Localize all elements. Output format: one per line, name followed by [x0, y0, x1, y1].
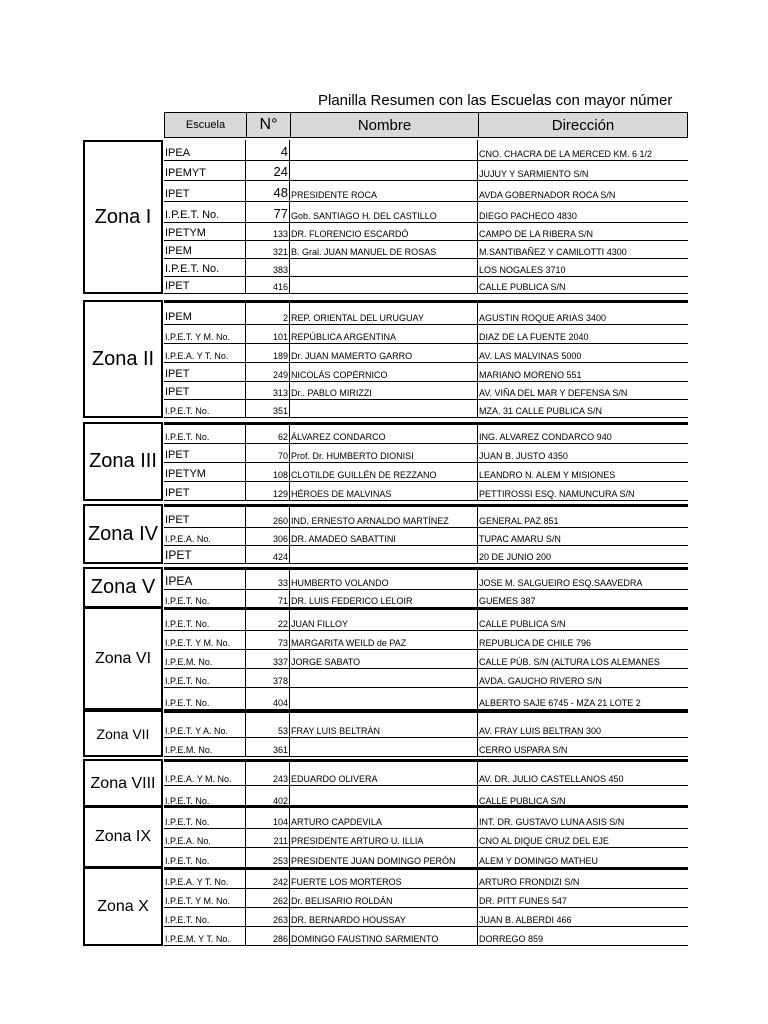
school-number-cell: 189 — [246, 344, 290, 362]
zone-rows — [164, 504, 688, 564]
school-type-cell: IPET — [164, 277, 246, 293]
table-row — [164, 650, 688, 669]
school-address-cell: AV. VIÑA DEL MAR Y DEFENSA S/N — [479, 388, 628, 398]
school-number-cell: 101 — [246, 325, 290, 343]
table-row — [164, 713, 688, 738]
school-number-cell: 404 — [246, 688, 290, 709]
school-name-cell — [290, 546, 478, 563]
zone-block — [83, 607, 688, 710]
school-number-cell: 70 — [246, 444, 290, 462]
table-row — [164, 669, 688, 688]
school-address-cell: ING. ALVAREZ CONDARCO 940 — [479, 432, 612, 442]
school-name-cell: Gob. SANTIAGO H. DEL CASTILLO — [290, 202, 478, 222]
school-number-cell: 71 — [246, 590, 290, 607]
school-type-cell: I.P.E.A. No. — [164, 829, 246, 847]
table-row — [164, 161, 688, 181]
school-name-cell: HÉROES DE MALVINAS — [290, 482, 478, 500]
zone-label: Zona V — [83, 567, 163, 608]
school-type-cell: IPET — [164, 363, 246, 381]
school-address-cell: AGUSTIN ROQUE ARIAS 3400 — [479, 313, 607, 323]
zone-rows — [164, 759, 688, 808]
school-address-cell: DR. PITT FUNES 547 — [479, 896, 567, 906]
school-type-cell: IPET — [164, 382, 246, 399]
school-name-cell — [290, 400, 478, 417]
table-row — [164, 277, 688, 294]
school-address-cell: CALLE PUBLICA S/N — [479, 796, 566, 806]
school-name-cell — [290, 277, 478, 293]
school-name-cell: Prof. Dr. HUMBERTO DIONISI — [290, 444, 478, 462]
school-type-cell: IPEM — [164, 303, 246, 324]
school-name-cell: MARGARITA WEILD de PAZ — [290, 631, 478, 649]
school-number-cell: 321 — [246, 241, 290, 258]
zone-label: Zona VII — [83, 710, 163, 757]
zone-block — [83, 710, 688, 757]
table-row — [164, 382, 688, 400]
school-type-cell: I.P.E.T. Y A. No. — [164, 713, 246, 737]
zone-label: Zona IV — [83, 504, 163, 564]
school-address-cell: CAMPO DE LA RIBERA S/N — [479, 229, 594, 239]
header-escuela: Escuela — [164, 112, 247, 138]
school-name-cell: EDUARDO OLIVERA — [290, 762, 478, 785]
school-name-cell: DR. BERNARDO HOUSSAY — [290, 908, 478, 926]
school-address-cell: M.SANTIBAÑEZ Y CAMILOTTI 4300 — [479, 247, 627, 257]
school-type-cell: I.P.E.T. No. — [164, 202, 246, 222]
table-row — [164, 738, 688, 757]
school-type-cell: IPEA — [164, 570, 246, 589]
school-type-cell: I.P.E.T. No. — [164, 425, 246, 443]
zone-label: Zona I — [83, 140, 163, 294]
school-type-cell: I.P.E.T. No. — [164, 259, 246, 276]
school-number-cell: 24 — [246, 161, 290, 180]
zone-rows — [164, 567, 688, 608]
zone-block — [83, 504, 688, 564]
zone-rows — [164, 140, 688, 294]
school-number-cell: 416 — [246, 277, 290, 293]
zone-label: Zona IX — [83, 805, 163, 868]
school-address-cell: ARTURO FRONDIZI S/N — [479, 877, 580, 887]
school-number-cell: 108 — [246, 463, 290, 481]
school-number-cell: 378 — [246, 669, 290, 687]
table-row — [164, 444, 688, 463]
table-row — [164, 688, 688, 710]
table-row — [164, 425, 688, 444]
school-name-cell: HUMBERTO VOLANDO — [290, 570, 478, 589]
table-row — [164, 241, 688, 259]
zone-label: Zona VIII — [83, 759, 163, 808]
school-type-cell: IPET — [164, 546, 246, 563]
school-address-cell: INT. DR. GUSTAVO LUNA ASIS S/N — [479, 817, 625, 827]
school-name-cell: REPÚBLICA ARGENTINA — [290, 325, 478, 343]
school-number-cell: 263 — [246, 908, 290, 926]
school-name-cell: JUAN FILLOY — [290, 610, 478, 630]
school-address-cell: AVDA GOBERNADOR ROCA S/N — [479, 190, 616, 200]
school-name-cell: Dr.. PABLO MIRIZZI — [290, 382, 478, 399]
school-number-cell: 73 — [246, 631, 290, 649]
school-type-cell: I.P.E.T. Y M. No. — [164, 631, 246, 649]
zone-label: Zona III — [83, 422, 163, 501]
school-type-cell: I.P.E.T. No. — [164, 400, 246, 417]
school-type-cell: I.P.E.T. No. — [164, 610, 246, 630]
school-number-cell: 361 — [246, 738, 290, 756]
zone-rows — [164, 867, 688, 946]
school-number-cell: 77 — [246, 202, 290, 222]
school-address-cell: AV. FRAY LUIS BELTRAN 300 — [479, 726, 602, 736]
school-type-cell: I.P.E.T. No. — [164, 688, 246, 709]
school-address-cell: CALLE PUBLICA S/N — [479, 282, 566, 292]
table-row — [164, 303, 688, 325]
school-address-cell: GENERAL PAZ 851 — [479, 516, 559, 526]
zone-rows — [164, 710, 688, 757]
school-type-cell: I.P.E.T. Y M. No. — [164, 889, 246, 907]
zone-block — [83, 422, 688, 501]
school-type-cell: IPEM — [164, 241, 246, 258]
table-row — [164, 570, 688, 590]
school-type-cell: I.P.E.A. Y T. No. — [164, 870, 246, 888]
school-type-cell: IPET — [164, 482, 246, 500]
school-name-cell — [290, 161, 478, 180]
zone-label: Zona X — [83, 867, 163, 946]
school-address-cell: GUEMES 387 — [479, 596, 536, 606]
school-name-cell: FRAY LUIS BELTRÁN — [290, 713, 478, 737]
table-row — [164, 202, 688, 223]
school-name-cell — [290, 786, 478, 807]
school-name-cell — [290, 669, 478, 687]
school-name-cell: Dr. JUAN MAMERTO GARRO — [290, 344, 478, 362]
school-type-cell: IPETYM — [164, 223, 246, 240]
zone-block — [83, 567, 688, 608]
zone-block — [83, 140, 688, 294]
school-address-cell: 20 DE JUNIO 200 — [479, 552, 552, 562]
table-row — [164, 344, 688, 363]
table-row — [164, 325, 688, 344]
school-number-cell: 62 — [246, 425, 290, 443]
school-number-cell: 249 — [246, 363, 290, 381]
school-type-cell: I.P.E.A. Y T. No. — [164, 344, 246, 362]
school-number-cell: 133 — [246, 223, 290, 240]
school-number-cell: 104 — [246, 808, 290, 828]
school-address-cell: JUJUY Y SARMIENTO S/N — [479, 169, 589, 179]
school-address-cell: ALBERTO SAJE 6745 - MZA 21 LOTE 2 — [479, 698, 641, 708]
school-type-cell: IPEA — [164, 140, 246, 160]
school-address-cell: MARIANO MORENO 551 — [479, 370, 582, 380]
school-name-cell: B. Gral. JUAN MANUEL DE ROSAS — [290, 241, 478, 258]
school-number-cell: 286 — [246, 927, 290, 945]
table-row — [164, 463, 688, 482]
school-type-cell: I.P.E.T. No. — [164, 908, 246, 926]
header-nombre: Nombre — [290, 112, 479, 138]
school-type-cell: IPET — [164, 181, 246, 201]
school-name-cell: IND. ERNESTO ARNALDO MARTÍNEZ — [290, 507, 478, 527]
school-number-cell: 313 — [246, 382, 290, 399]
school-number-cell: 402 — [246, 786, 290, 807]
school-type-cell: I.P.E.T. No. — [164, 786, 246, 807]
school-number-cell: 33 — [246, 570, 290, 589]
zone-block — [83, 805, 688, 868]
zone-label: Zona VI — [83, 607, 163, 710]
table-row — [164, 610, 688, 631]
school-address-cell: DIAZ DE LA FUENTE 2040 — [479, 332, 589, 342]
table-row — [164, 848, 688, 868]
school-number-cell: 22 — [246, 610, 290, 630]
header-numero: N° — [246, 112, 291, 138]
school-name-cell: FUERTE LOS MORTEROS — [290, 870, 478, 888]
table-row — [164, 870, 688, 889]
school-name-cell: CLOTILDE GUILLÉN DE REZZANO — [290, 463, 478, 481]
school-address-cell: AVDA. GAUCHO RIVERO S/N — [479, 676, 602, 686]
school-name-cell: DR. FLORENCIO ESCARDÓ — [290, 223, 478, 240]
school-number-cell: 383 — [246, 259, 290, 276]
school-type-cell: I.P.E.T. No. — [164, 808, 246, 828]
table-row — [164, 363, 688, 382]
school-address-cell: CALLE PÚB. S/N (ALTURA LOS ALEMANES — [479, 657, 660, 667]
school-address-cell: CALLE PUBLICA S/N — [479, 619, 566, 629]
school-name-cell: JORGE SABATO — [290, 650, 478, 668]
zone-rows — [164, 805, 688, 868]
school-type-cell: I.P.E.M. No. — [164, 738, 246, 756]
school-number-cell: 351 — [246, 400, 290, 417]
school-name-cell: PRESIDENTE ROCA — [290, 181, 478, 201]
school-address-cell: JOSE M. SALGUEIRO ESQ.SAAVEDRA — [479, 578, 643, 588]
school-address-cell: REPUBLICA DE CHILE 796 — [479, 638, 592, 648]
table-row — [164, 507, 688, 528]
school-name-cell: ARTURO CAPDEVILA — [290, 808, 478, 828]
school-type-cell: IPET — [164, 507, 246, 527]
school-address-cell: JUAN B. ALBERDI 466 — [479, 915, 572, 925]
school-type-cell: IPEMYT — [164, 161, 246, 180]
school-name-cell: ÁLVAREZ CONDARCO — [290, 425, 478, 443]
school-address-cell: TUPAC AMARU S/N — [479, 534, 561, 544]
school-name-cell: PRESIDENTE JUAN DOMINGO PERÓN — [290, 848, 478, 867]
school-name-cell: DR. AMADEO SABATTINI — [290, 528, 478, 545]
school-number-cell: 48 — [246, 181, 290, 201]
school-name-cell: PRESIDENTE ARTURO U. ILLIA — [290, 829, 478, 847]
zone-rows — [164, 607, 688, 710]
school-name-cell — [290, 140, 478, 160]
school-name-cell: DOMINGO FAUSTINO SARMIENTO — [290, 927, 478, 945]
table-row — [164, 590, 688, 608]
table-row — [164, 631, 688, 650]
school-address-cell: ALEM Y DOMINGO MATHEU — [479, 856, 599, 866]
school-address-cell: CNO. CHACRA DE LA MERCED KM. 6 1/2 — [479, 149, 653, 159]
zone-rows — [164, 300, 688, 418]
zone-block — [83, 867, 688, 946]
school-type-cell: I.P.E.T. Y M. No. — [164, 325, 246, 343]
table-row — [164, 181, 688, 202]
school-type-cell: IPET — [164, 444, 246, 462]
school-number-cell: 262 — [246, 889, 290, 907]
zone-label: Zona II — [83, 300, 163, 418]
school-address-cell: CNO AL DIQUE CRUZ DEL EJE — [479, 836, 609, 846]
school-name-cell: NICOLÁS COPÉRNICO — [290, 363, 478, 381]
table-row — [164, 400, 688, 418]
table-row — [164, 829, 688, 848]
school-address-cell: JUAN B. JUSTO 4350 — [479, 451, 568, 461]
school-name-cell — [290, 738, 478, 756]
header-direccion: Dirección — [478, 112, 688, 138]
school-number-cell: 2 — [246, 303, 290, 324]
school-type-cell: I.P.E.A. No. — [164, 528, 246, 545]
school-address-cell: CERRO USPARA S/N — [479, 745, 568, 755]
school-type-cell: I.P.E.A. Y M. No. — [164, 762, 246, 785]
zone-block — [83, 300, 688, 418]
school-type-cell: I.P.E.M. No. — [164, 650, 246, 668]
table-header — [164, 112, 688, 138]
table-row — [164, 223, 688, 241]
school-name-cell: REP. ORIENTAL DEL URUGUAY — [290, 303, 478, 324]
school-number-cell: 53 — [246, 713, 290, 737]
school-name-cell — [290, 688, 478, 709]
school-number-cell: 4 — [246, 140, 290, 160]
school-number-cell: 129 — [246, 482, 290, 500]
school-address-cell: AV. DR. JULIO CASTELLANOS 450 — [479, 774, 624, 784]
school-number-cell: 260 — [246, 507, 290, 527]
table-row — [164, 140, 688, 161]
table-row — [164, 546, 688, 564]
school-address-cell: DIEGO PACHECO 4830 — [479, 211, 577, 221]
school-name-cell: DR. LUIS FEDERICO LELOIR — [290, 590, 478, 607]
zone-rows — [164, 422, 688, 501]
page-title: Planilla Resumen con las Escuelas con mayor númer — [318, 92, 673, 109]
school-number-cell: 242 — [246, 870, 290, 888]
school-address-cell: PETTIROSSI ESQ. NAMUNCURA S/N — [479, 489, 635, 499]
school-type-cell: I.P.E.T. No. — [164, 848, 246, 867]
school-address-cell: AV. LAS MALVINAS 5000 — [479, 351, 582, 361]
school-number-cell: 337 — [246, 650, 290, 668]
zone-block — [83, 759, 688, 808]
school-type-cell: I.P.E.T. No. — [164, 590, 246, 607]
school-address-cell: LOS NOGALES 3710 — [479, 265, 566, 275]
school-address-cell: MZA. 31 CALLE PUBLICA S/N — [479, 406, 603, 416]
table-row — [164, 889, 688, 908]
school-number-cell: 424 — [246, 546, 290, 563]
school-number-cell: 211 — [246, 829, 290, 847]
school-name-cell — [290, 259, 478, 276]
school-type-cell: I.P.E.T. No. — [164, 669, 246, 687]
school-type-cell: IPETYM — [164, 463, 246, 481]
table-row — [164, 808, 688, 829]
school-type-cell: I.P.E.M. Y T. No. — [164, 927, 246, 945]
table-row — [164, 259, 688, 277]
school-name-cell: Dr. BELISARIO ROLDÁN — [290, 889, 478, 907]
school-number-cell: 306 — [246, 528, 290, 545]
table-row — [164, 482, 688, 501]
table-row — [164, 528, 688, 546]
table-row — [164, 908, 688, 927]
school-number-cell: 243 — [246, 762, 290, 785]
table-row — [164, 762, 688, 786]
table-row — [164, 927, 688, 946]
school-number-cell: 253 — [246, 848, 290, 867]
school-address-cell: LEANDRO N. ALEM Y MISIONES — [479, 470, 616, 480]
school-address-cell: DORREGO 859 — [479, 934, 544, 944]
